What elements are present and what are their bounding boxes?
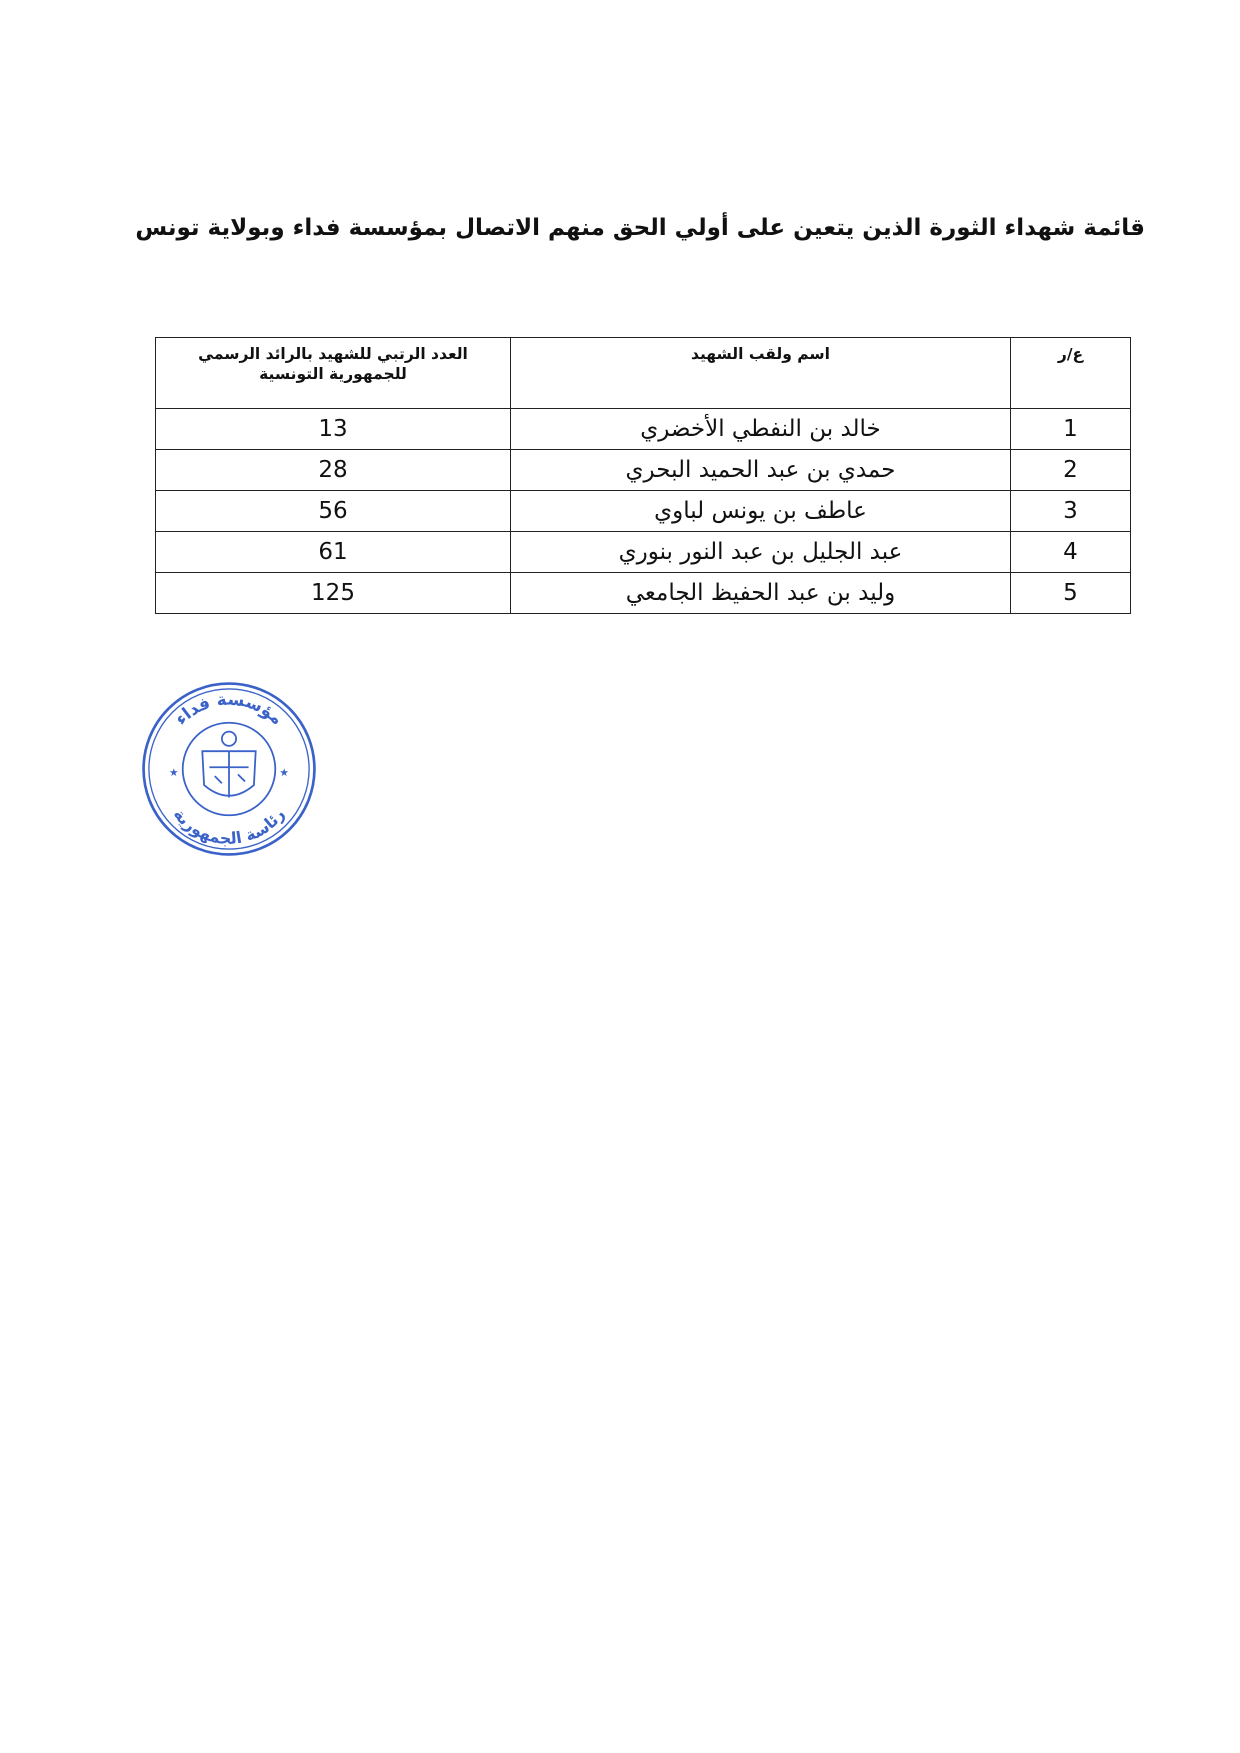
page-title: قائمة شهداء الثورة الذين يتعين على أولي الحق منهم الاتصال بمؤسسة فداء وبولاية تونس [135, 215, 1145, 241]
martyrs-table [155, 337, 1131, 614]
cell-official-number: 56 [156, 491, 511, 532]
cell-official-number: 13 [156, 409, 511, 450]
header-official-number: العدد الرتبي للشهيد بالرائد الرسمي للجمهورية التونسية [156, 338, 511, 409]
cell-name: حمدي بن عبد الحميد البحري [511, 450, 1011, 491]
cell-name: عاطف بن يونس لباوي [511, 491, 1011, 532]
stamp-top-text: مؤسسة فداء [170, 688, 288, 729]
cell-index: 1 [1011, 409, 1131, 450]
header-index: ع/ر [1011, 338, 1131, 409]
cell-name: وليد بن عبد الحفيظ الجامعي [511, 573, 1011, 614]
table-header-row [156, 338, 1131, 409]
emblem-icon [202, 732, 255, 798]
table-row [156, 573, 1131, 614]
stamp-bottom-text: رئاسة الجمهورية [169, 804, 289, 848]
cell-index: 3 [1011, 491, 1131, 532]
cell-index: 2 [1011, 450, 1131, 491]
cell-official-number: 125 [156, 573, 511, 614]
header-name: اسم ولقب الشهيد [511, 338, 1011, 409]
table-row [156, 409, 1131, 450]
cell-official-number: 61 [156, 532, 511, 573]
table-row [156, 491, 1131, 532]
cell-official-number: 28 [156, 450, 511, 491]
cell-name: عبد الجليل بن عبد النور بنوري [511, 532, 1011, 573]
table-row [156, 450, 1131, 491]
svg-text:★: ★ [169, 766, 179, 780]
cell-name: خالد بن النفطي الأخضري [511, 409, 1011, 450]
cell-index: 4 [1011, 532, 1131, 573]
official-stamp [140, 680, 318, 858]
cell-index: 5 [1011, 573, 1131, 614]
svg-text:★: ★ [279, 766, 289, 780]
table-row [156, 532, 1131, 573]
